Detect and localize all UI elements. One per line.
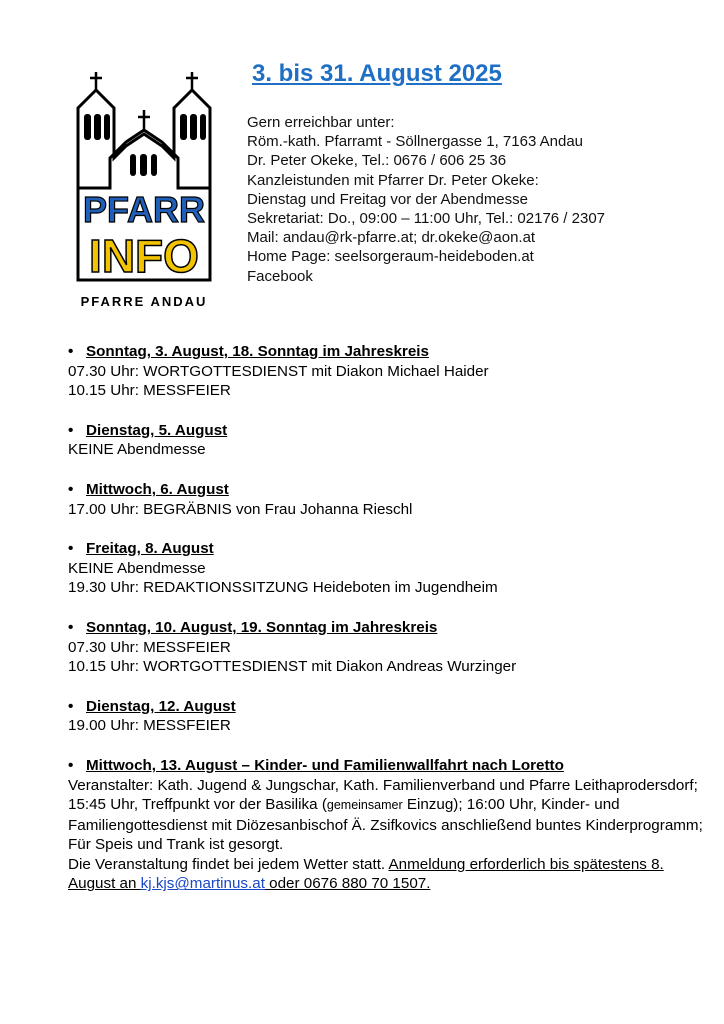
event-line: KEINE Abendmesse xyxy=(68,559,206,577)
contact-line: Mail: andau@rk-pfarre.at; dr.okeke@aon.at xyxy=(247,229,536,247)
wallfahrt-text-a: Veranstalter: Kath. Jugend & Jungschar, Kath. Familienverband und Pfarre Leithaprodersdorf; 15:45 Uhr, Treffpunkt vor der Basilika ( xyxy=(68,776,698,814)
registration-phone: oder 0676 880 70 1507. xyxy=(264,875,431,893)
bullet-icon: • xyxy=(68,618,74,636)
contact-line: Facebook xyxy=(247,267,313,285)
event-heading: Dienstag, 12. August xyxy=(86,697,236,715)
event-line: 10.15 Uhr: WORTGOTTESDIENST mit Diakon Andreas Wurzinger xyxy=(68,658,517,676)
bullet-icon: • xyxy=(68,480,74,498)
event-wednesday-6-august xyxy=(68,480,708,519)
contact-line: Kanzleistunden mit Pfarrer Dr. Peter Okeke: xyxy=(247,171,539,189)
logo-info-text: INFO xyxy=(89,230,199,282)
event-heading: Freitag, 8. August xyxy=(86,540,214,558)
registration-email-link[interactable]: kj.kjs@martinus.at xyxy=(140,875,265,893)
event-line: 19.30 Uhr: REDAKTIONSSITZUNG Heideboten im Jugendheim xyxy=(68,579,498,597)
church-logo-graphic xyxy=(70,70,218,310)
event-line: 10.15 Uhr: MESSFEIER xyxy=(68,382,231,400)
event-heading: Mittwoch, 13. August – Kinder- und Familienwallfahrt nach Loretto xyxy=(86,756,564,774)
bullet-icon: • xyxy=(68,421,74,439)
bullet-icon: • xyxy=(68,756,74,774)
event-line: 19.00 Uhr: MESSFEIER xyxy=(68,717,231,735)
logo-pfarr-text: PFARR xyxy=(82,189,206,230)
contact-line: Sekretariat: Do., 09:00 – 11:00 Uhr, Tel.: 02176 / 2307 xyxy=(247,210,606,228)
page-title: 3. bis 31. August 2025 xyxy=(252,60,502,87)
event-tuesday-12-august xyxy=(68,697,708,736)
event-heading: Mittwoch, 6. August xyxy=(86,480,229,498)
bullet-icon: • xyxy=(68,697,74,715)
pfarre-andau-logo xyxy=(70,70,218,310)
contact-block xyxy=(247,113,605,286)
event-heading: Dienstag, 5. August xyxy=(86,421,228,439)
events-list xyxy=(68,342,708,914)
wallfahrt-description xyxy=(68,776,708,895)
event-wallfahrt-13-august xyxy=(68,756,708,894)
event-line: 07.30 Uhr: MESSFEIER xyxy=(68,638,231,656)
event-tuesday-5-august xyxy=(68,421,708,460)
contact-line: Gern erreichbar unter: xyxy=(247,114,395,131)
wallfahrt-text-c: Die Veranstaltung findet bei jedem Wetter statt. xyxy=(68,855,389,873)
event-heading: Sonntag, 3. August, 18. Sonntag im Jahreskreis xyxy=(86,343,429,360)
event-sunday-10-august xyxy=(68,618,708,677)
event-line: 07.30 Uhr: WORTGOTTESDIENST mit Diakon Michael Haider xyxy=(68,362,489,380)
registration-text: Anmeldung erforderlich bis spätestens 8. August an xyxy=(68,855,664,893)
contact-line: Home Page: seelsorgeraum-heideboden.at xyxy=(247,248,534,266)
contact-line: Röm.-kath. Pfarramt - Söllnergasse 1, 7163 Andau xyxy=(247,133,584,151)
event-line: KEINE Abendmesse xyxy=(68,441,206,459)
event-line: 17.00 Uhr: BEGRÄBNIS von Frau Johanna Rieschl xyxy=(68,500,413,518)
bullet-icon: • xyxy=(68,343,74,360)
event-sunday-3-august xyxy=(68,342,708,401)
contact-line: Dr. Peter Okeke, Tel.: 0676 / 606 25 36 xyxy=(247,152,507,170)
event-friday-8-august xyxy=(68,539,708,598)
contact-line: Dienstag und Freitag vor der Abendmesse xyxy=(247,190,528,208)
event-heading: Sonntag, 10. August, 19. Sonntag im Jahreskreis xyxy=(86,618,438,636)
bullet-icon: • xyxy=(68,540,74,558)
wallfahrt-text-small: gemeinsamer xyxy=(326,798,403,813)
wallfahrt-text-b: Einzug); 16:00 Uhr, Kinder- und Familiengottesdienst mit Diözesanbischof Ä. Zsifkovics anschließend buntes Kinderprogramm; Für Speis und Trank ist gesorgt. xyxy=(68,796,703,854)
logo-caption: PFARRE ANDAU xyxy=(80,294,208,309)
